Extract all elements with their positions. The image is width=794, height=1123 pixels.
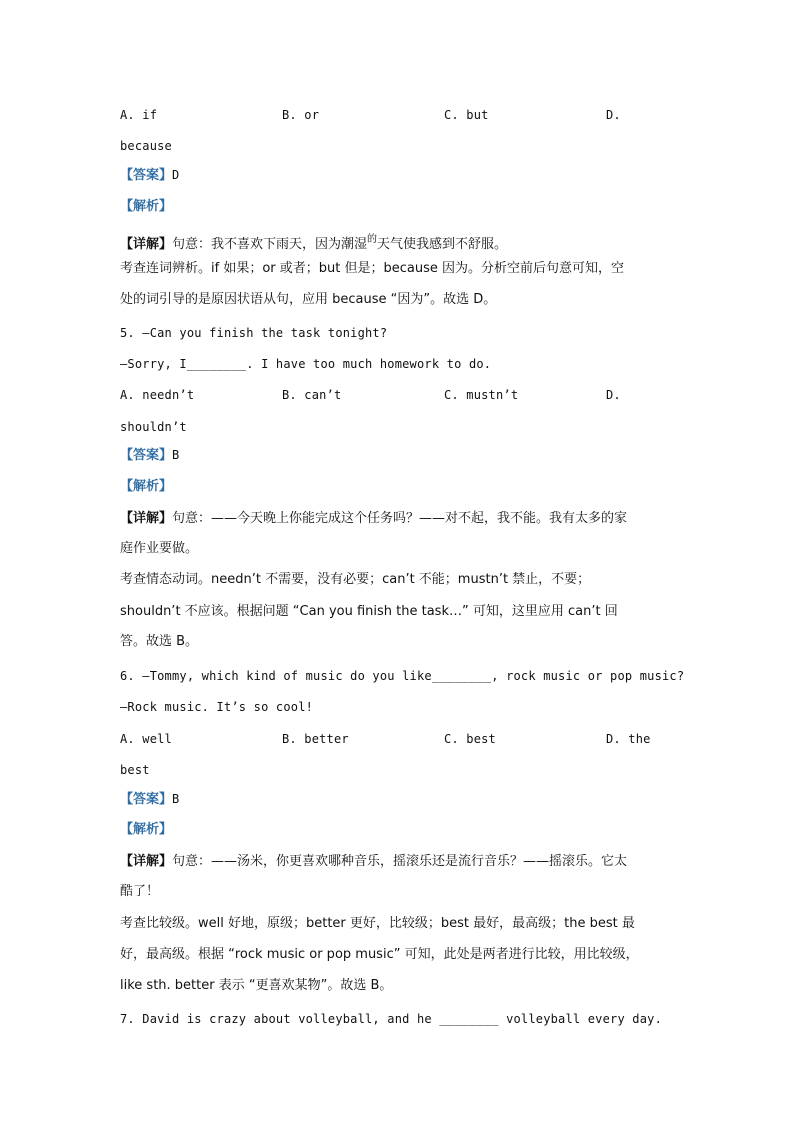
q6-analysis-tag — [120, 822, 680, 838]
q5-answer — [120, 447, 680, 464]
q5-option-d: D. — [606, 388, 621, 402]
q4-answer — [120, 167, 680, 184]
answer-value: D — [172, 168, 180, 182]
detail-tag: 【详解】 — [120, 511, 173, 526]
q6-option-d: D. the — [606, 732, 651, 746]
q5-options-row — [120, 387, 680, 403]
q5-explanation-line2: shouldn’t 不应该。根据问题 “Can you finish the task…” 可知，这里应用 can’t 回 — [120, 604, 618, 619]
q6-explanation-line2: 好，最高级。根据 “rock music or pop music” 可知，此处是两者进行比较，用比较级， — [120, 947, 639, 962]
q6-stem-line1: 6. —Tommy, which kind of music do you like________, rock music or pop music? — [120, 669, 685, 683]
q4-option-d: D. — [606, 108, 621, 122]
q6-explanation-line1: 考查比较级。well 好地，原级；better 更好，比较级；best 最好，最高级；the best 最 — [120, 916, 635, 931]
q5-option-b: B. can’t — [282, 388, 342, 402]
answer-value: B — [172, 792, 180, 806]
q5-detail-line1 — [120, 511, 680, 527]
detail-tag: 【详解】 — [120, 237, 173, 252]
analysis-tag: 【解析】 — [120, 199, 173, 214]
detail-tag: 【详解】 — [120, 854, 173, 869]
q6-detail-line2: 酷了！ — [120, 884, 160, 899]
q6-stem-line2: —Rock music. It’s so cool! — [120, 700, 314, 714]
q6-option-a: A. well — [120, 732, 172, 746]
q6-options-row — [120, 731, 680, 747]
answer-tag: 【答案】 — [120, 448, 173, 463]
q5-option-a: A. needn’t — [120, 388, 195, 402]
q5-option-c: C. mustn’t — [444, 388, 519, 402]
detail-text-a: 句意：我不喜欢下雨天，因为潮湿 — [172, 237, 368, 252]
answer-tag: 【答案】 — [120, 168, 173, 183]
answer-value: B — [172, 448, 180, 462]
q6-option-c: C. best — [444, 732, 496, 746]
q6-explanation-line3: like sth. better 表示 “更喜欢某物”。故选 B。 — [120, 978, 393, 993]
q4-explanation-line2: 处的词引导的是原因状语从句，应用 because “因为”。故选 D。 — [120, 292, 497, 307]
analysis-tag: 【解析】 — [120, 822, 173, 837]
q4-analysis-tag — [120, 199, 680, 215]
q4-option-a: A. if — [120, 108, 158, 122]
q6-answer — [120, 791, 680, 808]
q5-detail-line2: 庭作业要做。 — [120, 541, 199, 556]
q4-option-b: B. or — [282, 108, 320, 122]
q5-explanation-line1: 考查情态动词。needn’t 不需要，没有必要；can’t 不能；mustn’t 禁止，不要； — [120, 572, 591, 587]
detail-text: 句意：——汤米，你更喜欢哪种音乐，摇滚乐还是流行音乐？——摇滚乐。它太 — [172, 854, 628, 869]
q7-stem-line1: 7. David is crazy about volleyball, and he ________ volleyball every day. — [120, 1012, 662, 1026]
q5-explanation-line3: 答。故选 B。 — [120, 634, 199, 649]
answer-tag: 【答案】 — [120, 792, 173, 807]
q6-detail-line1 — [120, 854, 680, 870]
q5-option-d-wrap: shouldn’t — [120, 420, 187, 434]
detail-text: 句意：——今天晚上你能完成这个任务吗？——对不起，我不能。我有太多的家 — [172, 511, 628, 526]
q4-option-c: C. but — [444, 108, 489, 122]
detail-text-b: 天气使我感到不舒服。 — [377, 237, 508, 252]
detail-sup: 的 — [367, 234, 378, 245]
q4-options-row — [120, 107, 680, 123]
q4-detail — [120, 232, 680, 253]
q5-stem-line1: 5. —Can you finish the task tonight? — [120, 326, 388, 340]
analysis-tag: 【解析】 — [120, 479, 173, 494]
q4-option-d-wrap: because — [120, 139, 172, 153]
q6-option-b: B. better — [282, 732, 349, 746]
q5-analysis-tag — [120, 479, 680, 495]
q4-explanation-line1: 考查连词辨析。if 如果；or 或者；but 但是；because 因为。分析空前后句意可知，空 — [120, 261, 624, 276]
q5-stem-line2: —Sorry, I________. I have too much homework to do. — [120, 357, 492, 371]
q6-option-d-wrap: best — [120, 763, 150, 777]
